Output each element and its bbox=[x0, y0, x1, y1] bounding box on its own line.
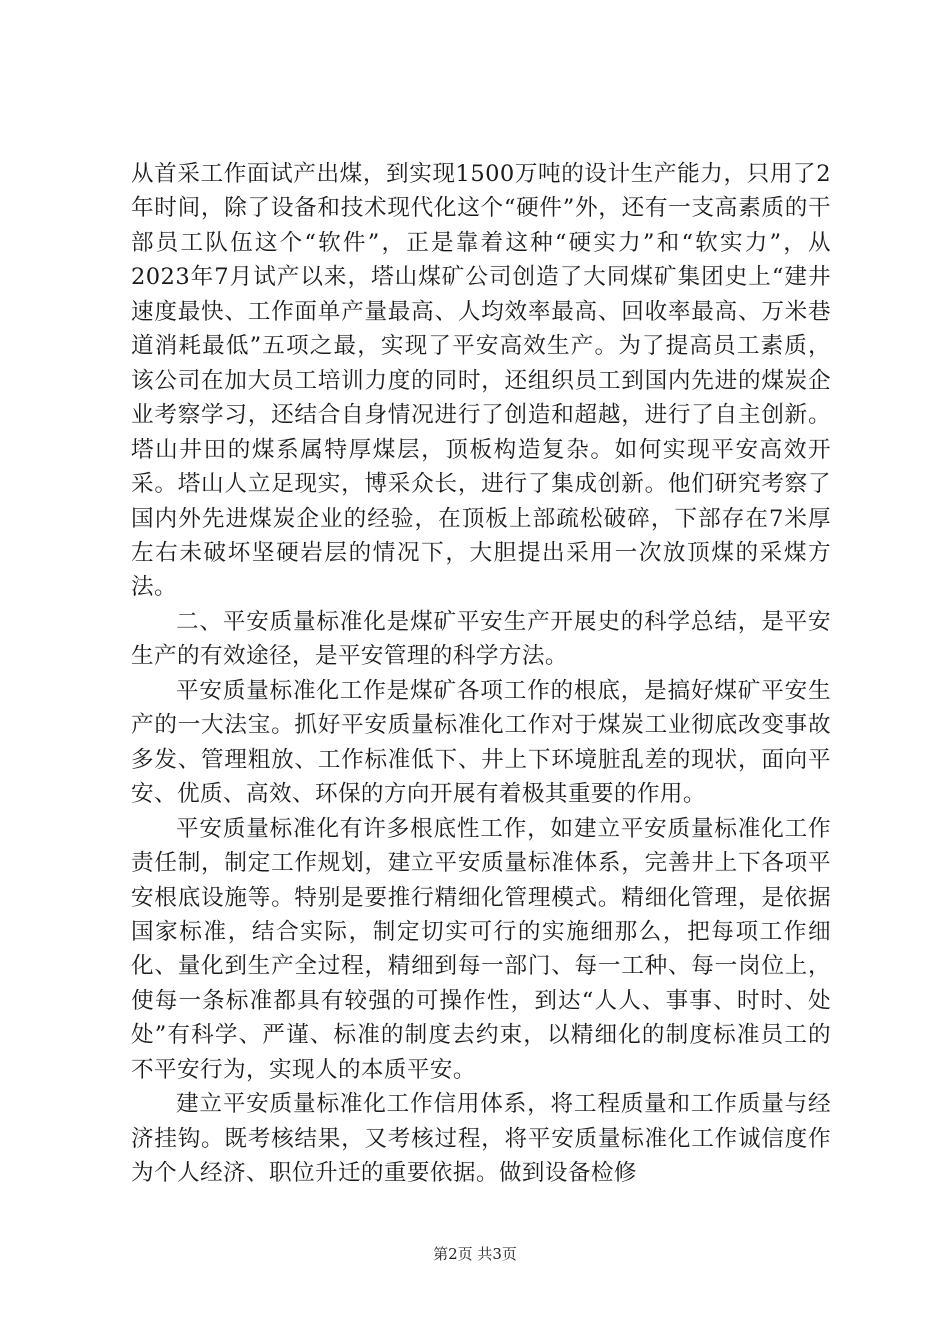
paragraph-5: 建立平安质量标准化工作信用体系，将工程质量和工作质量与经济挂钩。既考核结果，又考核过程，将平安质量标准化工作诚信度作为个人经济、职位升迁的重要依据。做到设备检修 bbox=[131, 1091, 831, 1187]
page-number-footer: 第2页 共3页 bbox=[433, 1245, 517, 1263]
document-body bbox=[131, 157, 831, 1191]
paragraph-3: 平安质量标准化工作是煤矿各项工作的根底，是搞好煤矿平安生产的一大法宝。抓好平安质量标准化工作对于煤炭工业彻底改变事故多发、管理粗放、工作标准低下、井上下环境脏乱差的现状，面向平安、优质、高效、环保的方向开展有着极其重要的作用。 bbox=[131, 677, 831, 808]
paragraph-1: 从首采工作面试产出煤，到实现1500万吨的设计生产能力，只用了2年时间，除了设备和技术现代化这个“硬件”外，还有一支高素质的干部员工队伍这个“软件”，正是靠着这种“硬实力”和“软实力”，从2023年7月试产以来，塔山煤矿公司创造了大同煤矿集团史上“建井速度最快、工作面单产量最高、人均效率最高、回收率最高、万米巷道消耗最低”五项之最，实现了平安高效生产。为了提高员工素质，该公司在加大员工培训力度的同时，还组织员工到国内先进的煤炭企业考察学习，还结合自身情况进行了创造和超越，进行了自主创新。塔山井田的煤系属特厚煤层，顶板构造复杂。如何实现平安高效开采。塔山人立足现实，博采众长，进行了集成创新。他们研究考察了国内外先进煤炭企业的经验，在顶板上部疏松破碎，下部存在7米厚左右未破坏坚硬岩层的情况下，大胆提出采用一次放顶煤的采煤方法。 bbox=[131, 161, 831, 601]
paragraph-2-heading: 二、平安质量标准化是煤矿平安生产开展史的科学总结，是平安生产的有效途径，是平安管理的科学方法。 bbox=[131, 608, 831, 670]
paragraph-4: 平安质量标准化有许多根底性工作，如建立平安质量标准化工作责任制，制定工作规划，建立平安质量标准体系，完善井上下各项平安根底设施等。特别是要推行精细化管理模式。精细化管理，是依据国家标准，结合实际，制定切实可行的实施细那么，把每项工作细化、量化到生产全过程，精细到每一部门、每一工种、每一岗位上，使每一条标准都具有较强的可操作性，到达“人人、事事、时时、处处”有科学、严谨、标准的制度去约束，以精细化的制度标准员工的不平安行为，实现人的本质平安。 bbox=[131, 815, 831, 1083]
